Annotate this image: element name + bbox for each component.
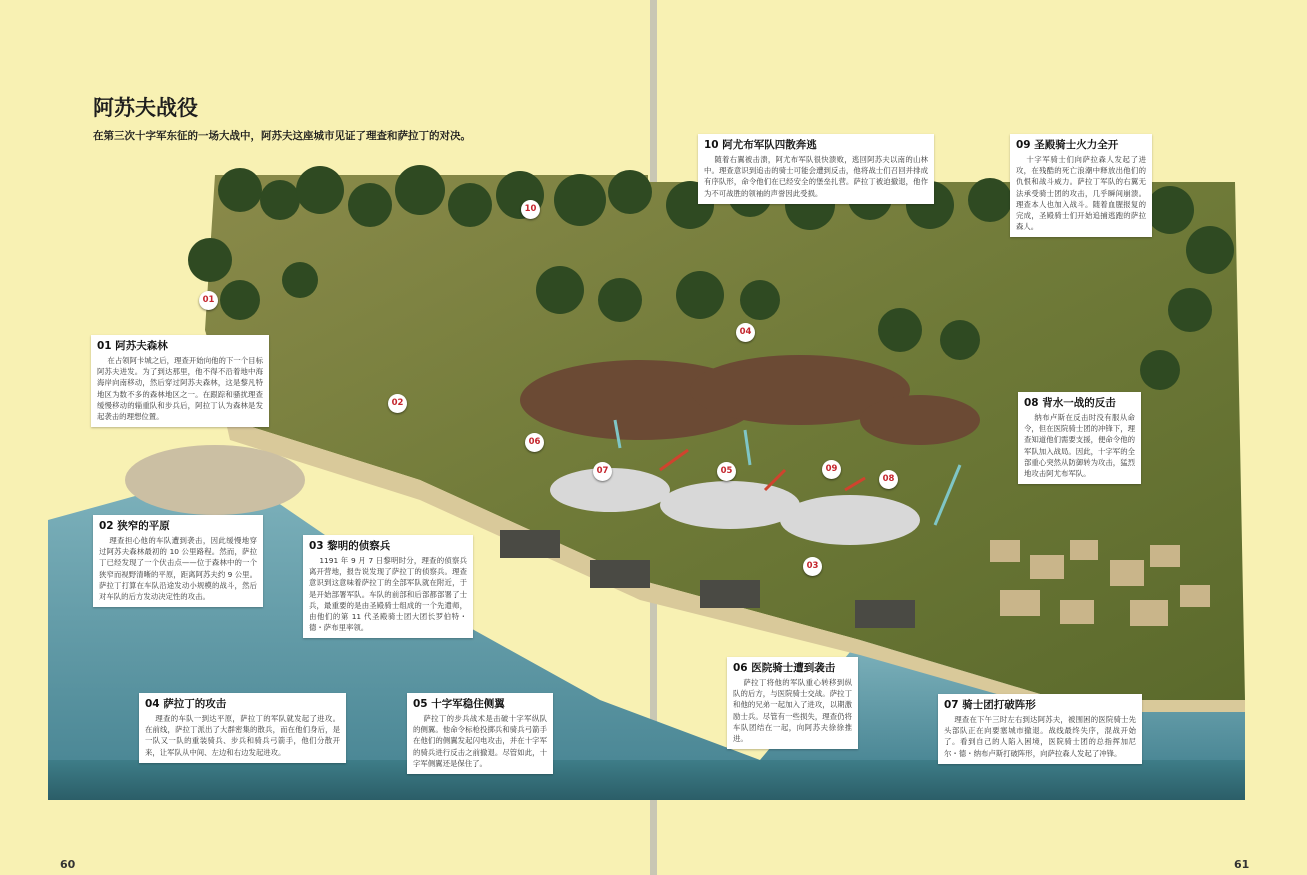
caption-03 <box>303 535 473 638</box>
caption-title: 08 背水一战的反击 <box>1024 397 1116 409</box>
caption-title: 01 阿苏夫森林 <box>97 340 168 352</box>
rock <box>125 445 305 515</box>
caption-title: 04 萨拉丁的攻击 <box>145 698 227 710</box>
caption-text: 萨拉丁将他的军队重心转移到纵队的后方，与医院骑士交战。萨拉丁和他的兄弟一起加入了进攻，以期激励士兵。尽管有一些损失，理查仍将车队团结在一起，向阿苏夫徐徐推进。 <box>733 678 852 744</box>
caption-02 <box>93 515 263 607</box>
marker-08: 08 <box>879 470 898 489</box>
caption-text: 随着右翼被击溃，阿尤布军队很快溃败，逃回阿苏夫以南的山林中。理查意识到追击的骑士可能会遭到反击，他将战士们召回并排成有序队形，命令他们在已经安全的堡垒扎营。萨拉丁被迫撤退，他作为不可战胜的领袖的声誉因此受损。 <box>704 155 928 198</box>
caption-title: 05 十字军稳住侧翼 <box>413 698 505 710</box>
diorama-base <box>48 760 1245 800</box>
caption-04 <box>139 693 346 763</box>
caption-text: 纳布卢斯在反击时没有服从命令，但在医院骑士团的冲锋下，理查知道他们需要支援，便命令他的军队加入战局。因此，十字军的全部重心突然从防御转为攻击，猛烈地攻击阿尤布军队。 <box>1024 413 1135 479</box>
caption-text: 理查担心他的车队遭到袭击，因此缓慢地穿过阿苏夫森林最初的 10 公里路程。然而，萨拉丁已经发现了一个伏击点——位于森林中的一个狭窄而视野清晰的平原，距离阿苏夫约 9 公里。萨拉丁打算在车队沿途发动小规模的战斗，然后对车队的后方发动决定性的攻击。 <box>99 536 257 602</box>
caption-text: 1191 年 9 月 7 日黎明时分，理查的侦察兵离开营地，报告说发现了萨拉丁的侦察兵。理查意识到这意味着萨拉丁的全部军队就在附近，于是开始部署军队。车队的前部和后部都部署了士兵，最重要的是由圣殿骑士组成的一个先遣师，由他们的第 11 代圣殿骑士团大团长罗伯特・德・萨布里率领。 <box>309 556 467 633</box>
caption-title: 06 医院骑士遭到袭击 <box>733 662 836 674</box>
caption-07 <box>938 694 1142 764</box>
caption-title: 10 阿尤布军队四散奔逃 <box>704 139 817 151</box>
marker-02: 02 <box>388 394 407 413</box>
marker-03: 03 <box>803 557 822 576</box>
caption-06 <box>727 657 858 749</box>
caption-08 <box>1018 392 1141 484</box>
page-number-left: 60 <box>60 858 76 871</box>
caption-text: 理查在下午三时左右到达阿苏夫，被围困的医院骑士先头部队正在向要塞城市撤退。战线最终失序，混战开始了。看到自己的人陷入困境，医院骑士团的总指挥加尼尔・德・纳布卢斯打破阵形，向萨拉森人发起了冲锋。 <box>944 715 1136 758</box>
caption-01 <box>91 335 269 427</box>
caption-title: 02 狭窄的平原 <box>99 520 170 532</box>
caption-05 <box>407 693 553 774</box>
caption-09 <box>1010 134 1152 237</box>
page-subtitle: 在第三次十字军东征的一场大战中，阿苏夫这座城市见证了理查和萨拉丁的对决。 <box>93 130 471 142</box>
caption-title: 07 骑士团打破阵形 <box>944 699 1036 711</box>
marker-07: 07 <box>593 462 612 481</box>
caption-title: 09 圣殿骑士火力全开 <box>1016 139 1119 151</box>
caption-10 <box>698 134 934 204</box>
page-number-right: 61 <box>1234 858 1250 871</box>
caption-text: 在占领阿卡城之后，理查开始向他的下一个目标阿苏夫进发。为了到达那里，他不得不沿着地中海海岸向南移动，然后穿过阿苏夫森林，这是黎凡特地区为数不多的森林地区之一。在跟踪和骚扰理查缓慢移动的辎重队和步兵后，阿拉丁认为森林是发起袭击的理想位置。 <box>97 356 263 422</box>
marker-10: 10 <box>521 200 540 219</box>
marker-06: 06 <box>525 433 544 452</box>
marker-09: 09 <box>822 460 841 479</box>
marker-04: 04 <box>736 323 755 342</box>
caption-text: 理查的车队一到达平原，萨拉丁的军队就发起了进攻。在前线，萨拉丁派出了大群密集的散兵，而在他们身后，是一队又一队的重装骑兵、步兵和骑兵弓箭手，他们分散开来，让军队从中间、左边和右边发起进攻。 <box>145 714 340 757</box>
marker-01: 01 <box>199 291 218 310</box>
caption-title: 03 黎明的侦察兵 <box>309 540 391 552</box>
caption-text: 萨拉丁的步兵战术是击破十字军纵队的侧翼。他命令标枪投掷兵和骑兵弓箭手在他们的侧翼发起闪电攻击，并在十字军的骑兵进行反击之前撤退。尽管如此，十字军侧翼还是保住了。 <box>413 714 547 768</box>
page-title: 阿苏夫战役 <box>93 96 198 120</box>
caption-text: 十字军骑士们向萨拉森人发起了进攻，在残酷的死亡浪潮中释放出他们的仇恨和战斗威力。萨拉丁军队的右翼无法承受骑士团的攻击，几乎瞬间崩溃。理查本人也加入战斗。随着血腥报复的完成，圣殿骑士们开始追捕逃跑的萨拉森人。 <box>1016 155 1146 232</box>
marker-05: 05 <box>717 462 736 481</box>
